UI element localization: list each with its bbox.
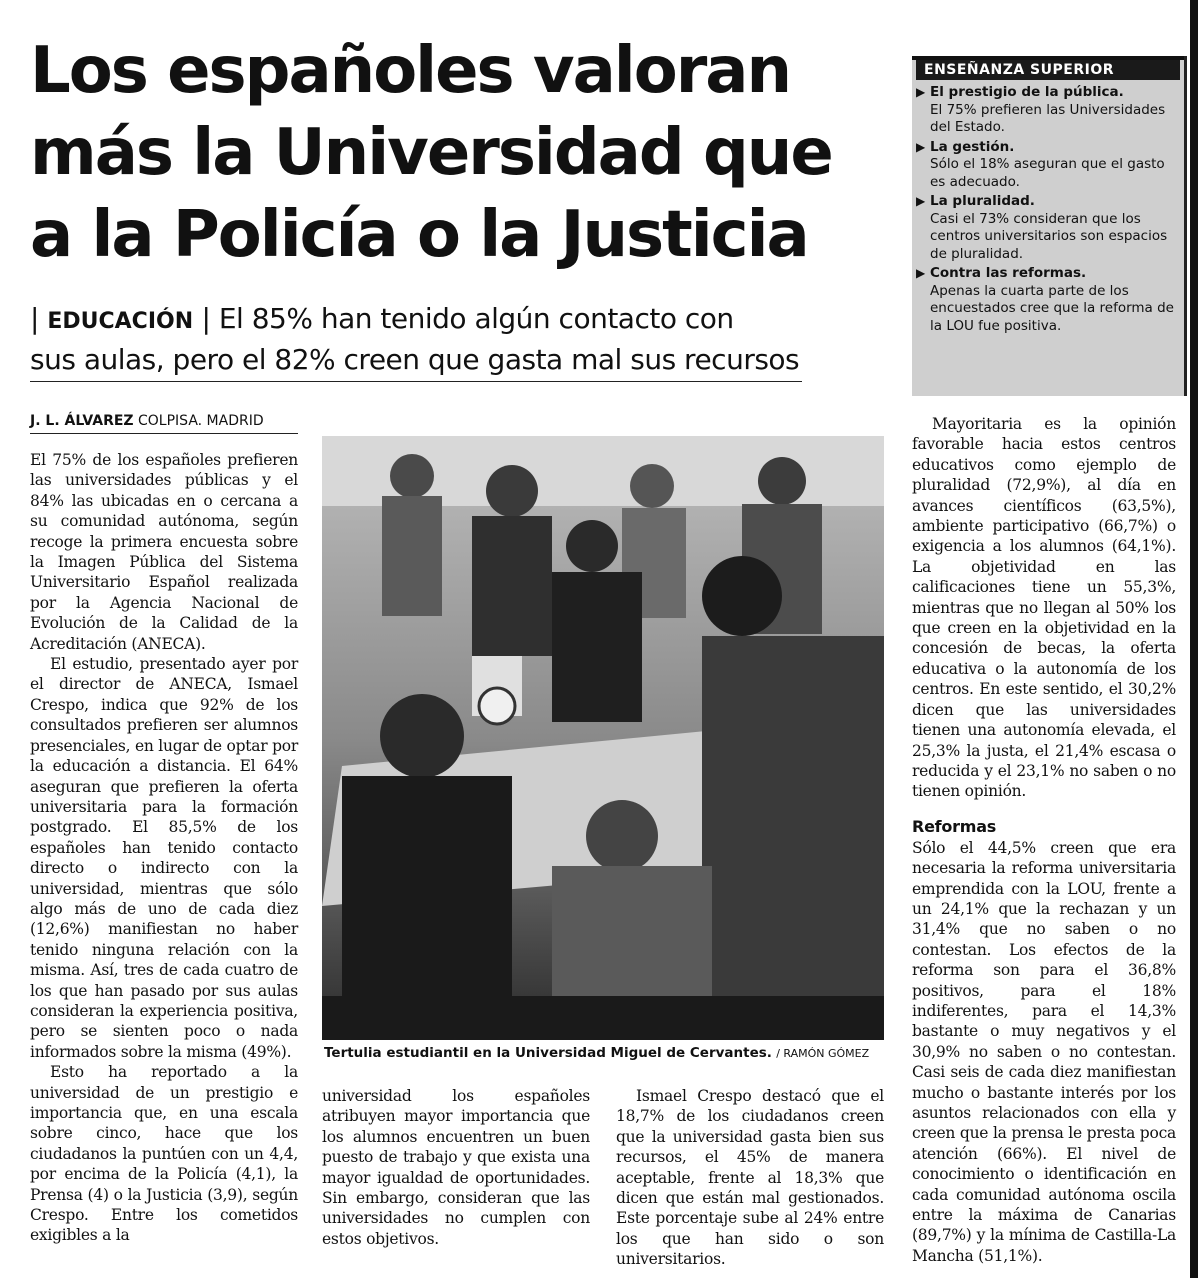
article-column-4 xyxy=(912,414,1176,1266)
arrow-right-icon: ▶ xyxy=(916,266,926,280)
arrow-right-icon: ▶ xyxy=(916,139,926,154)
article-column-2 xyxy=(322,1086,590,1249)
article-paragraph: Sólo el 44,5% creen que era necesaria la reforma universitaria emprendida con la LOU, frente a un 24,1% que la rechazan y un 31,4% que no saben o no contestan. Los efectos de la reforma son para el 36,8% positivos, para el 18% indiferentes, para el 14,3% bastante o muy negativos y el 30,9% no saben o no contestan. Casi seis de cada diez manifiestan mucho o bastante interés por los asuntos relacionados con ella y creen que la prensa le presta poca atención (66%). El nivel de conocimiento o identificación en cada comunidad autónoma oscila entre la máxima de Canarias (89,7%) y la mínima de Castilla-La Mancha (51,1%). xyxy=(912,838,1176,1265)
sidebar-item xyxy=(916,84,1178,137)
sidebar-box xyxy=(912,56,1187,396)
page-edge xyxy=(1190,0,1198,1278)
sidebar-title: ENSEÑANZA SUPERIOR xyxy=(916,60,1180,80)
article-paragraph: universidad los españoles atribuyen mayor importancia que los alumnos encuentren un buen puesto de trabajo y que exista una mayor igualdad de oportunidades. Sin embargo, consideran que las universidades no cumplen con estos objetivos. xyxy=(322,1087,590,1248)
news-photo xyxy=(322,436,884,1040)
article-paragraph: Mayoritaria es la opinión favorable hacia estos centros educativos como ejemplo de pluralidad (72,9%), al día en avances científicos (63,5%), ambiente participativo (66,7%) o exigencia a los alumnos (64,1%). La objetividad en las calificaciones tiene un 55,3%, mientras que no llegan al 50% los que creen en la objetividad en la concesión de becas, la oferta educativa o la autonomía de los centros. En este sentido, el 30,2% dicen que las universidades tienen una autonomía elevada, el 25,3% la justa, el 21,4% escasa o reducida y el 23,1% no saben o no tienen opinión. xyxy=(912,415,1176,801)
photo-credit: / RAMÓN GÓMEZ xyxy=(776,1047,870,1060)
article-paragraph: El estudio, presentado ayer por el director de ANECA, Ismael Crespo, indica que 92% de los consultados prefieren ser alumnos presenciales, en lugar de optar por la educación a distancia. El 64% aseguran que prefieren la oferta universitaria para la formación postgrado. El 85,5% de los españoles han tenido contacto directo o indirecto con la universidad, mientras que sólo algo más de uno de cada diez (12,6%) manifiestan no haber tenido ninguna relación con la misma. Así, tres de cada cuatro de los que han pasado por sus aulas consideran la experiencia positiva, pero se sienten poco o nada informados sobre la misma (49%). xyxy=(30,655,298,1061)
article-paragraph: Ismael Crespo destacó que el 18,7% de los ciudadanos creen que la universidad gasta bien sus recursos, el 45% de manera aceptable, frente al 18,3% que dicen que están mal gestionados. Este porcentaje sube al 24% entre los que han sido o son universitarios. xyxy=(616,1087,884,1269)
section-tag: EDUCACIÓN xyxy=(47,309,194,334)
sidebar-item xyxy=(916,265,1178,335)
arrow-right-icon: ▶ xyxy=(916,194,926,208)
divider-bar: | xyxy=(30,302,48,335)
byline-author: J. L. ÁLVAREZ xyxy=(30,413,134,429)
caption-text: Tertulia estudiantil en la Universidad Miguel de Cervantes. xyxy=(324,1045,772,1061)
headline-line-2: más la Universidad que xyxy=(30,116,832,190)
subhead-line-2: sus aulas, pero el 82% creen que gasta mal sus recursos xyxy=(30,343,800,376)
sidebar-list xyxy=(916,84,1178,337)
photo-caption xyxy=(324,1044,884,1063)
subhead-line-1: El 85% han tenido algún contacto con xyxy=(218,302,734,335)
divider-bar: | xyxy=(193,302,219,335)
article-column-3 xyxy=(616,1086,884,1270)
subhead-rule xyxy=(30,381,802,382)
headline xyxy=(30,30,890,276)
sidebar-item-text: Apenas la cuarta parte de los encuestados cree que la reforma de la LOU fue positiva. xyxy=(930,282,1174,334)
subheadline xyxy=(30,300,830,379)
sidebar-item-title: Contra las reformas. xyxy=(930,265,1087,281)
byline xyxy=(30,412,300,430)
article-paragraph: El 75% de los españoles prefieren las universidades públicas y el 84% las ubicadas en o cercana a su comunidad autónoma, según recoge la primera encuesta sobre la Imagen Pública del Sistema Universitario Español realizada por la Agencia Nacional de Evolución de la Calidad de la Acreditación (ANECA). xyxy=(30,451,298,653)
article-paragraph: Esto ha reportado a la universidad de un prestigio e importancia que, en una escala sobre cinco, hace que los ciudadanos la puntúen con un 4,4, por encima de la Policía (4,1), la Prensa (4) o la Justicia (3,9), según Crespo. Entre los cometidos exigibles a la xyxy=(30,1063,298,1245)
sidebar-item-title: La pluralidad. xyxy=(930,193,1035,209)
byline-rule xyxy=(30,433,298,434)
arrow-right-icon: ▶ xyxy=(916,85,926,99)
sidebar-item-text: Sólo el 18% aseguran que el gasto es adecuado. xyxy=(930,156,1165,190)
sidebar-item-text: El 75% prefieren las Universidades del Estado. xyxy=(930,101,1166,135)
sidebar-item-text: Casi el 73% consideran que los centros universitarios son espacios de pluralidad. xyxy=(930,210,1168,262)
article-column-1 xyxy=(30,450,298,1250)
students-photo-illustration xyxy=(322,436,884,1040)
byline-agency: COLPISA. MADRID xyxy=(138,413,264,429)
sidebar-item-title: La gestión. xyxy=(930,138,1015,155)
section-subheading: Reformas xyxy=(912,816,997,836)
headline-line-3: a la Policía o la Justicia xyxy=(30,198,808,272)
sidebar-item xyxy=(916,139,1178,192)
sidebar-item xyxy=(916,193,1178,263)
sidebar-item-title: El prestigio de la pública. xyxy=(930,84,1124,100)
headline-line-1: Los españoles valoran xyxy=(30,34,790,108)
